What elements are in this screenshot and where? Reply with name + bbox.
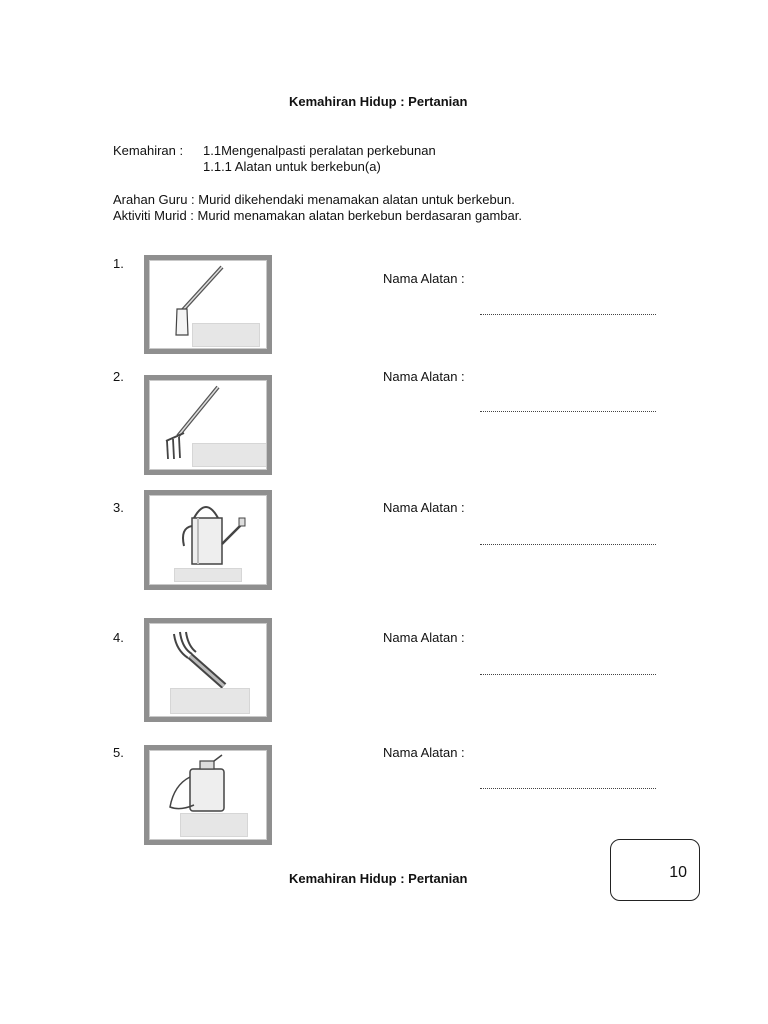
item-number: 2.	[113, 369, 124, 384]
answer-line[interactable]	[480, 314, 656, 315]
tool-name-label: Nama Alatan :	[383, 630, 465, 645]
kemahiran-label: Kemahiran :	[113, 143, 184, 158]
aktiviti-murid: Aktiviti Murid : Murid menamakan alatan berkebun berdasaran gambar.	[113, 208, 522, 223]
tool-image-frame	[144, 255, 272, 354]
kemahiran-line2: 1.1.1 Alatan untuk berkebun(a)	[203, 159, 381, 174]
label-placeholder	[192, 443, 267, 467]
tool-name-label: Nama Alatan :	[383, 745, 465, 760]
tool-image-frame	[144, 618, 272, 722]
label-placeholder	[170, 688, 250, 714]
answer-line[interactable]	[480, 788, 656, 789]
item-number: 1.	[113, 256, 124, 271]
tool-name-label: Nama Alatan :	[383, 369, 465, 384]
arahan-guru: Arahan Guru : Murid dikehendaki menamakan alatan untuk berkebun.	[113, 192, 515, 207]
page-number: 10	[669, 864, 687, 881]
tool-image-frame	[144, 490, 272, 590]
label-placeholder	[174, 568, 242, 582]
answer-line[interactable]	[480, 411, 656, 412]
tool-image-frame	[144, 375, 272, 475]
label-placeholder	[192, 323, 260, 347]
label-placeholder	[180, 813, 248, 837]
answer-line[interactable]	[480, 674, 656, 675]
item-number: 4.	[113, 630, 124, 645]
page-number-box	[610, 839, 700, 901]
item-number: 3.	[113, 500, 124, 515]
footer-title: Kemahiran Hidup : Pertanian	[289, 871, 468, 886]
page-title: Kemahiran Hidup : Pertanian	[289, 94, 468, 109]
tool-name-label: Nama Alatan :	[383, 271, 465, 286]
item-number: 5.	[113, 745, 124, 760]
tool-image-frame	[144, 745, 272, 845]
tool-name-label: Nama Alatan :	[383, 500, 465, 515]
answer-line[interactable]	[480, 544, 656, 545]
kemahiran-line1: 1.1Mengenalpasti peralatan perkebunan	[203, 143, 436, 158]
